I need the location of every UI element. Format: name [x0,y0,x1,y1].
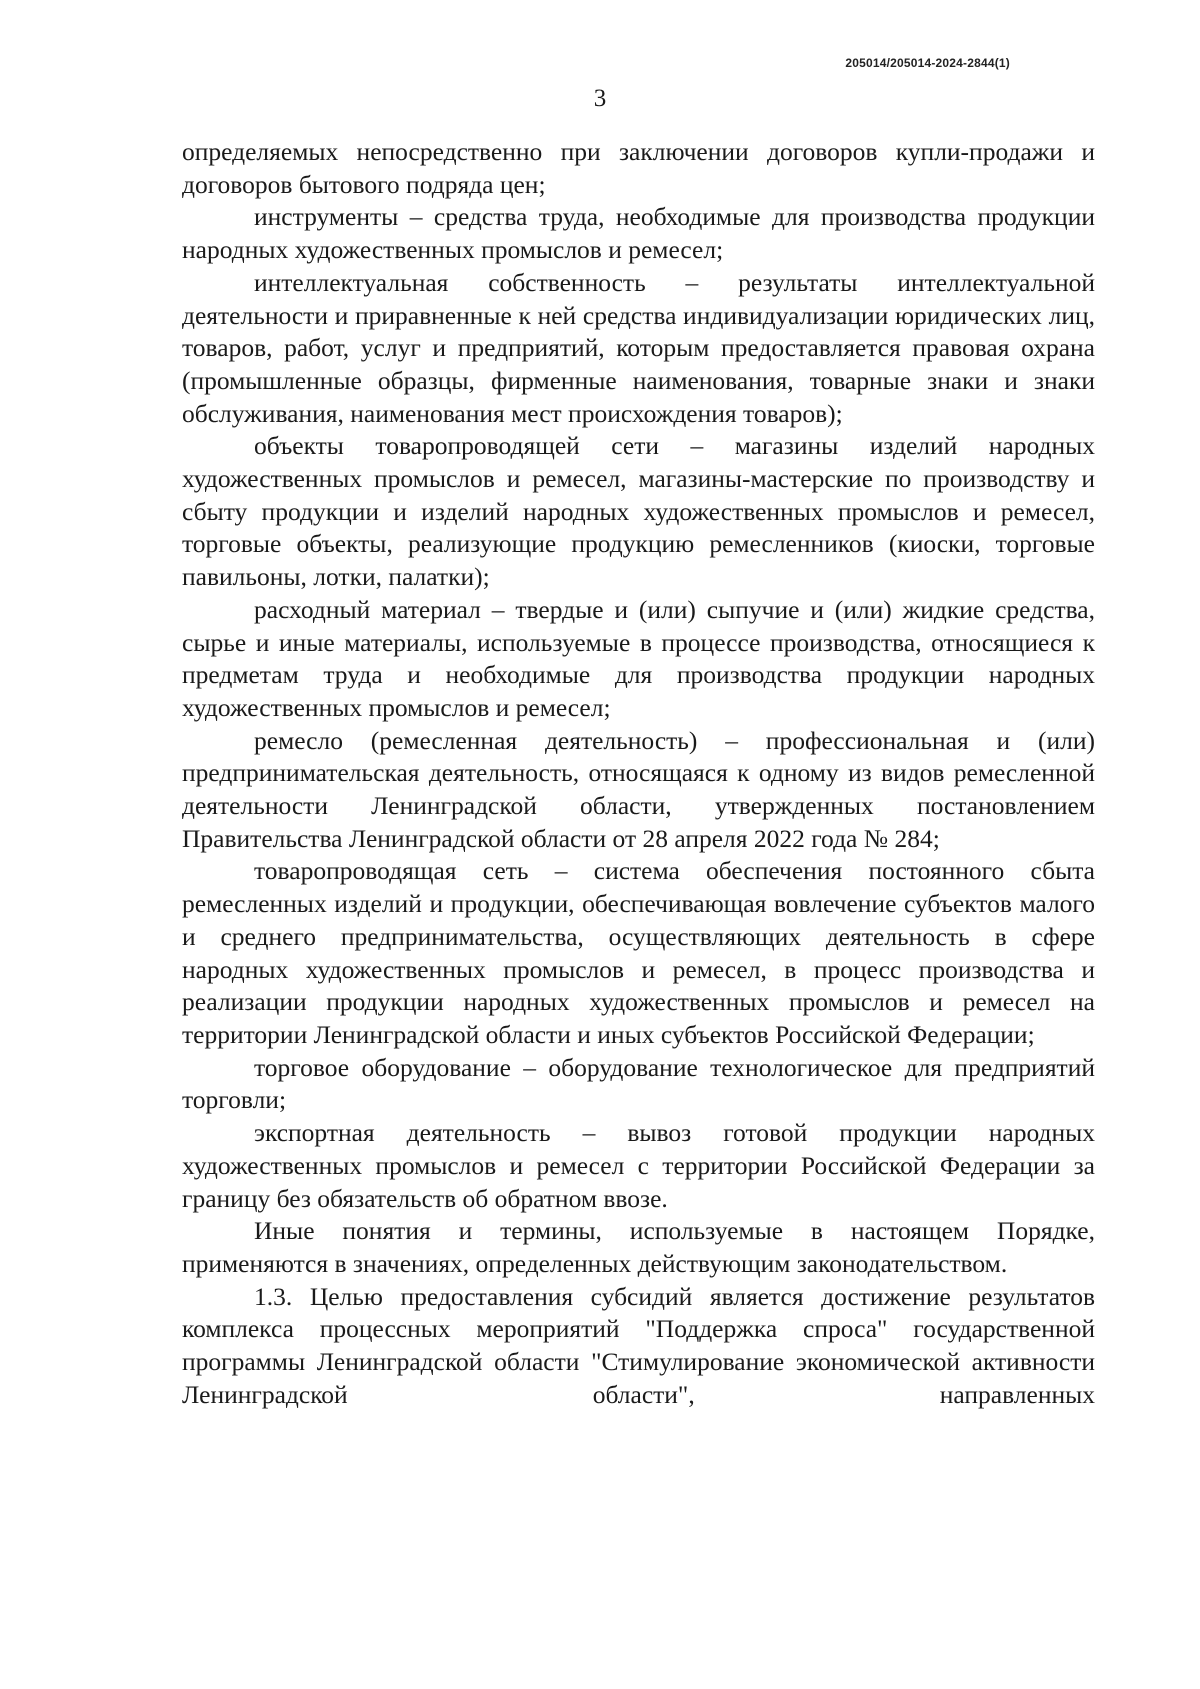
paragraph-definition-trade-equipment: торговое оборудование – оборудование технологическое для предприятий торговли; [182,1052,1095,1115]
document-id: 205014/205014-2024-2844(1) [845,56,1010,70]
paragraph-definition-instruments: инструменты – средства труда, необходимые для производства продукции народных художественных промыслов и ремесел; [182,202,1095,265]
paragraph-definition-distribution-objects: объекты товаропроводящей сети – магазины изделий народных художественных промыслов и ремесел, магазины-мастерские по производству и сбыту продукции и изделий народных художественных промыслов и ремесел, торговые объекты, реализующие продукцию ремесленников (киоски, торговые павильоны, лотки, палатки); [182,431,1095,592]
page-number: 3 [593,85,607,112]
paragraph-section-1-3: 1.3. Целью предоставления субсидий является достижение результатов комплекса процессных мероприятий "Поддержка спроса" государственной программы Ленинградской области "Стимулирование экономической активности Ленинградской области", направленных [182,1281,1095,1409]
paragraph-definition-craft: ремесло (ремесленная деятельность) – профессиональная и (или) предпринимательская деятельность, относящаяся к одному из видов ремесленной деятельности Ленинградской области, утвержденных постановлением Правительства Ленинградской области от 28 апреля 2022 года № 284; [182,725,1095,853]
paragraph-definition-distribution-network: товаропроводящая сеть – система обеспечения постоянного сбыта ремесленных изделий и продукции, обеспечивающая вовлечение субъектов малого и среднего предпринимательства, осуществляющих деятельность в сфере народных художественных промыслов и ремесел, в процесс производства и реализации продукции народных художественных промыслов и ремесел на территории Ленинградской области и иных субъектов Российской Федерации; [182,856,1095,1049]
paragraph-definition-consumables: расходный материал – твердые и (или) сыпучие и (или) жидкие средства, сырье и иные материалы, используемые в процессе производства, относящиеся к предметам труда и необходимые для производства продукции народных художественных промыслов и ремесел; [182,594,1095,722]
document-body [182,136,1095,1411]
paragraph-continuation: определяемых непосредственно при заключении договоров купли-продажи и договоров бытового подряда цен; [182,137,1095,199]
paragraph-definition-intellectual-property: интеллектуальная собственность – результаты интеллектуальной деятельности и приравненные к ней средства индивидуализации юридических лиц, товаров, работ, услуг и предприятий, которым предоставляется правовая охрана (промышленные образцы, фирменные наименования, товарные знаки и знаки обслуживания, наименования мест происхождения товаров); [182,267,1095,428]
paragraph-definition-export: экспортная деятельность – вывоз готовой продукции народных художественных промыслов и ремесел с территории Российской Федерации за границу без обязательств об обратном ввозе. [182,1118,1095,1213]
paragraph-other-terms: Иные понятия и термины, используемые в настоящем Порядке, применяются в значениях, определенных действующим законодательством. [182,1216,1095,1278]
